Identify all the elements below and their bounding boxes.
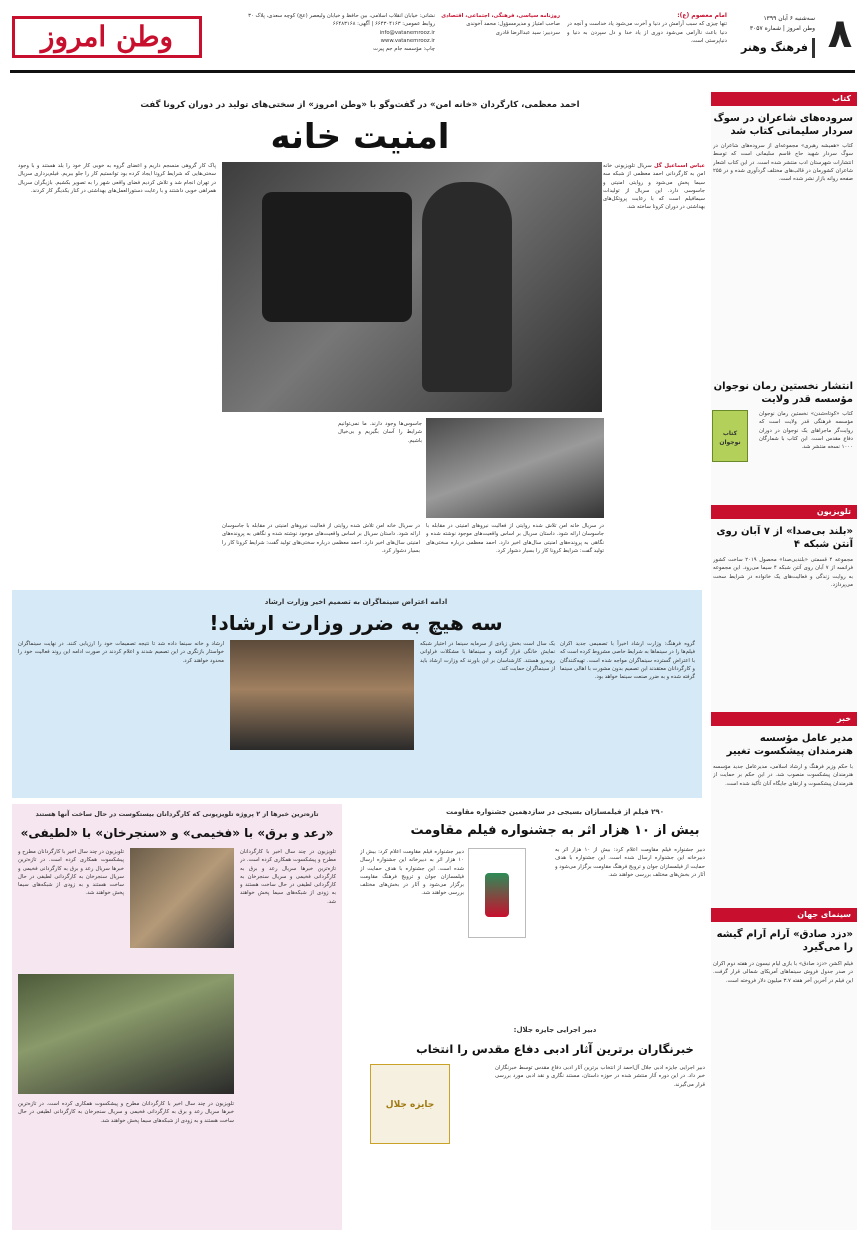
lower-text: دبیر جشنواره فیلم مقاومت اعلام کرد: بیش از ۱۰ هزار اثر به دبیرخانه این جشنواره ارسال شده است. این جشنواره با هدف حمایت از فیلمسازان جوان و ترویج فرهنگ مقاومت برگزار می‌شود و آثار در بخش‌های مختلف بررسی خواهند شد. [555, 847, 705, 878]
story2-text: کتاب «کوتاه‌شدن» نخستین رمان نوجوان مؤسسه فرهنگی قدر ولایت است که روایت‌گر ماجراهای یک نوجوان در دوران دفاع مقدس است. این کتاب با شمارگان ۱۰۰۰ نسخه منتشر شد. [759, 411, 853, 451]
site: www.vatanemrooz.ir [380, 37, 435, 44]
blue-kicker: ادامه اعتراض سینماگران به تصمیم اخیر وزارت ارشاد [264, 598, 448, 606]
page-number: ۸ [827, 14, 853, 54]
story4-title: مدیر عامل مؤسسه هنرمندان پیشکسوت تغییر [726, 733, 853, 757]
story3-text: مجموعه ۴ قسمتی «بلندبی‌صدا» محصول ۲۰۱۹ ساخت کشور فرانسه از ۷ آبان روی آنتن شبکه ۴ سیما می‌رود. این مجموعه به روایت زندگی و فعالیت‌های یک خانواده در شرایط سخت می‌پردازد. [713, 557, 853, 588]
issue: وطن امروز | شماره ۳۰۵۷ [749, 25, 815, 32]
story1-title: سروده‌های شاعران در سوگ سردار سلیمانی کتاب شد [713, 113, 853, 137]
story4-text: با حکم وزیر فرهنگ و ارشاد اسلامی، مدیرعامل جدید مؤسسه هنرمندان پیشکسوت منصوب شد. در این حکم بر حمایت از هنرمندان پیشکسوت و ارتقای جایگاه آنان تأکید شده است. [713, 764, 853, 787]
print: چاپ: مؤسسه جام جم پیرت [373, 46, 435, 53]
contact: روابط عمومی: ۶۶۴۳۰۴۱۶۳ | آگهی: ۶۶۴۸۳۱۶۸ [332, 21, 435, 28]
main-col-c: در سریال خانه امن تلاش شده روایتی از فعالیت نیروهای امنیتی در مقابله با جاسوسان ارائه شود. داستان سریال بر اساس واقعیت‌های موجود نوشته شده و نگاهی به پرونده‌های امنیتی سال‌های اخیر دارد. احمد معظمی درباره سختی‌های تولید گفت: شرایط کرونا کار را بسیار دشوار کرد. [222, 523, 420, 554]
address: نشانی: خیابان انقلاب اسلامی، بین حافظ و خیابان ولیعصر (عج) کوچه سعدی، پلاک ۳۰ [248, 13, 435, 19]
section-world-cinema: سینمای جهان [711, 908, 857, 922]
main-col-b: در سریال خانه امن تلاش شده روایتی از فعالیت نیروهای امنیتی در مقابله با جاسوسان ارائه شود. داستان سریال بر اساس واقعیت‌های موجود نوشته شده و نگاهی به پرونده‌های امنیتی سال‌های اخیر دارد. احمد معظمی درباره سختی‌های تولید گفت: شرایط کرونا کار را بسیار دشوار کرد. [426, 523, 604, 554]
festival-poster [468, 848, 526, 938]
blue-text-b: یک سال است بخش زیادی از سرمایه سینما در اختیار شبکه نمایش خانگی قرار گرفته و سینماها با مشکلات فراوانی روبه‌رو هستند. کارشناسان بر این باورند که وزارت ارشاد باید از سینماگران حمایت کند. [420, 641, 555, 672]
lower-left-photo-1 [130, 848, 234, 948]
lower2-headline: خبرنگاران برترین آثار ادبی دفاع مقدس را انتخاب [416, 1042, 694, 1056]
book-cover [712, 410, 748, 462]
section-tv: تلویزیون [711, 505, 857, 519]
main-kicker: احمد معظمی، کارگردان «خانه امن» در گفت‌وگو با «وطن امروز» از سختی‌های تولید در دوران کرونا گفت [140, 100, 580, 110]
logo-text: وطن امروز [40, 20, 174, 53]
date: سه‌شنبه ۶ آبان ۱۳۹۹ [763, 15, 815, 22]
story5-text: فیلم اکشن «دزد صادق» با بازی لیام نیسون در هفته دوم اکران در صدر جدول فروش سینماهای آمریکای شمالی قرار گرفت. این فیلم در آخرین آخر هفته ۳.۷ میلیون دلار فروخته است. [713, 961, 853, 984]
lower-left-photo-2 [18, 974, 234, 1094]
section-book: کتاب [711, 92, 857, 106]
imam-quote-title: امام معصوم (ع): [677, 12, 727, 19]
blue-text-a: گروه فرهنگ: وزارت ارشاد اخیراً با تصمیمی جدید اکران فیلم‌ها را در سینماها به شرایط خاصی مشروط کرده است که با اعتراض گسترده سینماگران مواجه شده است. تهیه‌کنندگان و کارگردانان معتقدند این تصمیم بدون مشورت با اهالی سینما گرفته شده و به ضرر صنعت سینما خواهد بود. [560, 641, 695, 681]
imam-quote-text: تنها چیزی که سبب آرامش در دنیا و آخرت می‌شود یاد خداست و آنچه در دنیا باعث ناآرامی می‌شود دوری از یاد خدا و دل سپردن به دنیا و دنیاپرستی است. [567, 21, 727, 44]
story1-text: کتاب «همیشه رهبری» مجموعه‌ای از سروده‌های شاعران در سوگ سردار شهید حاج قاسم سلیمانی است که توسط انتشارات شهرستان ادب منتشر شده است. در این کتاب اشعار شاعران کشورمان در قالب‌های مختلف گردآوری شده و در ۲۵۵ صفحه روانه بازار نشر شده است. [713, 143, 853, 183]
masthead-rule [10, 70, 855, 73]
book-cover-text: کتاب نوجوان [719, 430, 741, 446]
story2-title: انتشار نخستین رمان نوجوان مؤسسه قدر ولایت [713, 381, 853, 405]
paper-subtitle: روزنامه سیاسی، فرهنگی، اجتماعی، اقتصادی [441, 13, 560, 19]
email: info@vatanemrooz.ir [379, 29, 435, 36]
intro-byline: عباس اسماعیل گل [654, 163, 705, 169]
publisher-block [440, 12, 560, 62]
jalal-logo [370, 1064, 450, 1144]
lower2-kicker: دبیر اجرایی جایزه جلال: [513, 1026, 597, 1034]
logo [12, 16, 202, 58]
lower-left-kicker: تازه‌ترین خبرها از ۲ پروژه تلویزیونی که کارگردانان بیستکوست در حال ساخت آنها هستند [35, 810, 319, 818]
main-intro [603, 162, 705, 587]
poster-emblem [485, 873, 509, 917]
imam-quote [567, 12, 727, 62]
camera-shape [262, 192, 412, 322]
lower-text-2: دبیر جشنواره فیلم مقاومت اعلام کرد: بیش از ۱۰ هزار اثر به دبیرخانه این جشنواره ارسال شده است. این جشنواره با هدف حمایت از فیلمسازان جوان و ترویج فرهنگ مقاومت برگزار می‌شود و آثار در بخش‌های مختلف بررسی خواهند شد. [360, 849, 464, 897]
inset-photo [426, 418, 604, 518]
story5-title: «دزد صادق» آرام آرام گیشه را می‌گیرد [716, 929, 853, 953]
story3-title: «بلند بی‌صدا» از ۷ آبان روی آنتن شبکه ۴ [716, 526, 853, 550]
main-photo [222, 162, 602, 412]
lower-left-text-c: تلویزیون در چند سال اخیر با کارگردانان مطرح و پیشکسوت همکاری کرده است. در تازه‌ترین خبرها سریال رعد و برق به کارگردانی فخیمی و سریال سنجرخان به کارگردانی لطیفی در حال ساخت هستند و به زودی از شبکه‌های سیما پخش خواهند شد. [18, 1101, 234, 1124]
main-col-a: پاک کار گروهی منسجم داریم و اعضای گروه به خوبی کار خود را بلد هستند و با وجود سختی‌هایی که شرایط کرونا ایجاد کرده بود توانستیم کار را جلو ببریم. فیلم‌برداری سریال در تهران انجام شد و تلاش کردیم فضای واقعی شهر را به تصویر بکشیم. بازیگران سریال همراهی خوبی داشتند و با رعایت دستورالعمل‌های بهداشتی در کنار یکدیگر کار کردند. [18, 163, 216, 194]
intro-text: سریال تلویزیونی خانه امن به کارگردانی احمد معظمی از شبکه سه سیما پخش می‌شود و روایتی امنیتی و جاسوسی دارد. این سریال از تولیدات سیمافیلم است که با رعایت پروتکل‌های بهداشتی در دوران کرونا ساخته شد. [603, 163, 705, 211]
photo-caption: جاسوس‌ها وجود دارند. ما نمی‌توانیم شرایط را آسان بگیریم و بی‌خیال باشیم. [338, 421, 422, 444]
blue-photo [230, 640, 414, 750]
blue-text-c: ارشاد و خانه سینما داده شد تا نتیجه تصمیمات خود را ارزیابی کنند. در نهایت سینماگران خواستار بازنگری در این تصمیم شدند و اعلام کردند در صورت ادامه این روند فعالیت خود را محدود خواهند کرد. [18, 641, 224, 664]
editor: سردبیر: سید عبدالرضا قادری [495, 29, 560, 36]
person-shape [422, 182, 512, 392]
blue-headline: سه هیچ به ضرر وزارت ارشاد! [209, 611, 503, 635]
address-block [215, 12, 435, 66]
lower-headline: بیش از ۱۰ هزار اثر به جشنواره فیلم مقاومت [410, 823, 700, 838]
lower-left-headline: «رعد و برق» با «فخیمی» و «سنجرخان» با «لطیفی» [20, 826, 334, 840]
main-headline: امنیت خانه [270, 117, 450, 157]
publisher: صاحب امتیاز و مدیرمسؤول: محمد آخوندی [466, 21, 560, 28]
lower-left-text-a: تلویزیون در چند سال اخیر با کارگردانان مطرح و پیشکسوت همکاری کرده است. در تازه‌ترین خبرها سریال رعد و برق به کارگردانی فخیمی و سریال سنجرخان به کارگردانی لطیفی در حال ساخت هستند و به زودی از شبکه‌های سیما پخش خواهند شد. [240, 849, 336, 905]
lower-left-text-b: تلویزیون در چند سال اخیر با کارگردانان مطرح و پیشکسوت همکاری کرده است. در تازه‌ترین خبرها سریال رعد و برق به کارگردانی فخیمی و سریال سنجرخان به کارگردانی لطیفی در حال ساخت هستند و به زودی از شبکه‌های سیما پخش خواهند شد. [18, 849, 124, 897]
section-news: خبر [711, 712, 857, 726]
lower2-text: دبیر اجرایی جایزه ادبی جلال آل‌احمد از انتخاب برترین آثار ادبی دفاع مقدس توسط خبرنگاران خبر داد. در این دوره آثار منتشر شده در حوزه داستان، مستند نگاری و نقد ادبی مورد بررسی قرار می‌گیرند. [495, 1065, 705, 1088]
lower-kicker: ۲۹۰ فیلم از فیلمسازان بسیجی در سازدهمین جشنواره مقاومت [446, 808, 664, 816]
category-label: فرهنگ وهنر [735, 38, 815, 58]
jalal-logo-text: جایزه جلال [385, 1100, 435, 1110]
